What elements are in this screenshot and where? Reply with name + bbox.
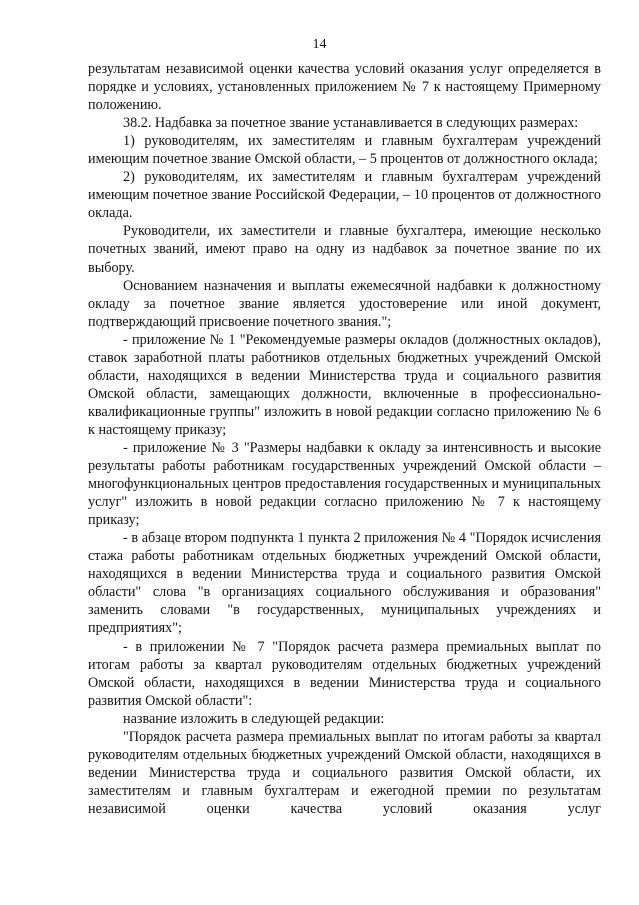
paragraph-appendix-4: - в абзаце втором подпункта 1 пункта 2 приложения № 4 "Порядок исчисления стажа работы работникам отдельных бюджетных учреждений Омской области, находящихся в ведении Министерства труда и социального развития Омской области" слова "в организациях социального обслуживания и образования" заменить словами "в государственных, муниципальных учреждениях и предприятиях"; bbox=[88, 530, 601, 637]
paragraph-clause-38-2: 38.2. Надбавка за почетное звание устанавливается в следующих размерах: bbox=[123, 115, 579, 132]
paragraph-item-1: 1) руководителям, их заместителям и главным бухгалтерам учреждений имеющим почетное звание Омской области, – 5 процентов от должностного оклада; bbox=[88, 133, 601, 168]
paragraph-continuation: результатам независимой оценки качества условий оказания услуг определяется в порядке и условиях, установленных приложением № 7 к настоящему Примерному положению. bbox=[88, 61, 601, 114]
paragraph-appendix-7: - в приложении № 7 "Порядок расчета размера премиальных выплат по итогам работы за квартал руководителям отдельных бюджетных учреждений Омской области, находящихся в ведении Министерства труда и социального развития Омской области": bbox=[88, 638, 601, 709]
page-number: 14 bbox=[312, 37, 327, 52]
paragraph-title-change: название изложить в следующей редакции: bbox=[123, 710, 385, 727]
paragraph-item-2: 2) руководителям, их заместителям и главным бухгалтерам учреждений имеющим почетное звание Российской Федерации, – 10 процентов от должностного оклада. bbox=[88, 169, 601, 222]
paragraph-new-title: "Порядок расчета размера премиальных выплат по итогам работы за квартал руководителям отдельных бюджетных учреждений Омской области, находящихся в ведении Министерства труда и социального развития Омской области, их заместителям и главным бухгалтерам и ежегодной премии по результатам независимой оценки качества условий оказания услуг bbox=[88, 728, 601, 817]
paragraph-appendix-3: - приложение № 3 "Размеры надбавки к окладу за интенсивность и высокие результаты работы работникам государственных учреждений Омской области – многофункциональных центров предоставления государственных и муниципальных услуг" изложить в новой редакции согласно приложению № 7 к настоящему приказу; bbox=[88, 439, 601, 529]
paragraph-multiple-titles: Руководители, их заместители и главные бухгалтера, имеющие несколько почетных званий, имеют право на одну из надбавок за почетное звание по их выбору. bbox=[88, 223, 601, 276]
document-body bbox=[88, 60, 601, 818]
paragraph-appendix-1: - приложение № 1 "Рекомендуемые размеры окладов (должностных окладов), ставок заработной платы работников отдельных бюджетных учреждений Омской области, находящихся в ведении Министерства труда и социального развития Омской области, замещающих должности, включенные в профессионально-квалификационные группы" изложить в новой редакции согласно приложению № 6 к настоящему приказу; bbox=[88, 331, 601, 438]
paragraph-basis: Основанием назначения и выплаты ежемесячной надбавки к должностному окладу за почетное звание является удостоверение или иной документ, подтверждающий присвоение почетного звания."; bbox=[88, 277, 601, 330]
